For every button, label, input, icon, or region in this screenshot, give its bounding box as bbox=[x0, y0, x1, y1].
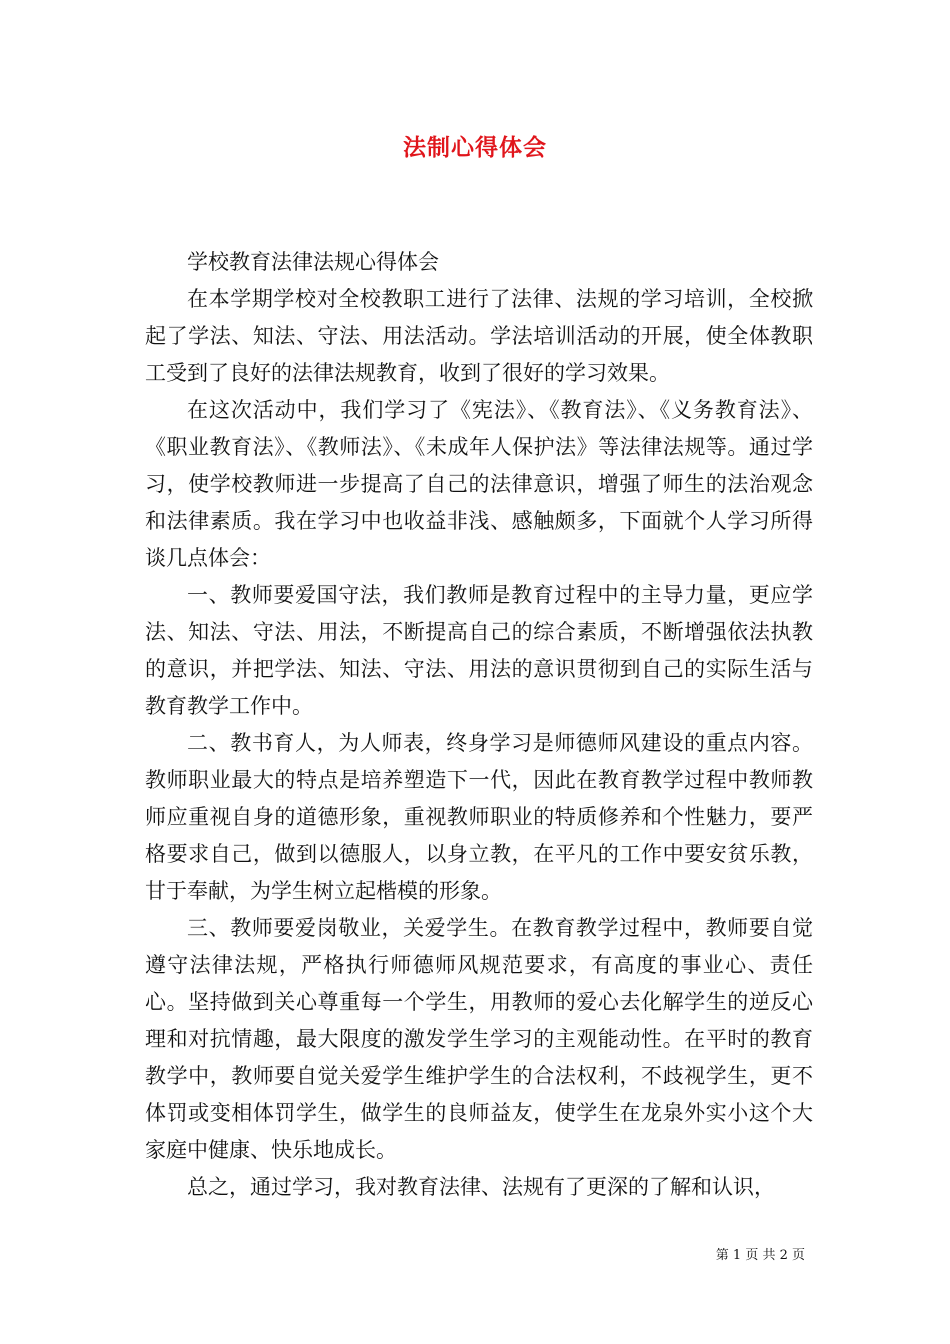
document-title: 法制心得体会 bbox=[403, 134, 547, 161]
page-number: 第 1 页 共 2 页 bbox=[715, 1248, 805, 1263]
paragraph-point-one: 一、教师要爱国守法，我们教师是教育过程中的主导力量，更应学法、知法、守法、用法，不断提高自己的综合素质，不断增强依法执教的意识，并把学法、知法、守法、用法的意识贯彻到自己的实际生活与教育教学工作中。 bbox=[145, 583, 813, 718]
paragraph-point-three: 三、教师要爱岗敬业，关爱学生。在教育教学过程中，教师要自觉遵守法律法规，严格执行师德师风规范要求，有高度的事业心、责任心。坚持做到关心尊重每一个学生，用教师的爱心去化解学生的逆反心理和对抗情趣，最大限度的激发学生学习的主观能动性。在平时的教育教学中，教师要自觉关爱学生维护学生的合法权利，不歧视学生，更不体罚或变相体罚学生，做学生的良师益友，使学生在龙泉外实小这个大家庭中健康、快乐地成长。 bbox=[145, 916, 813, 1162]
document-body bbox=[145, 244, 813, 1206]
paragraph-subtitle: 学校教育法律法规心得体会 bbox=[187, 250, 439, 274]
paragraph-intro: 在本学期学校对全校教职工进行了法律、法规的学习培训，全校掀起了学法、知法、守法、用法活动。学法培训活动的开展，使全体教职工受到了良好的法律法规教育，收到了很好的学习效果。 bbox=[145, 287, 813, 385]
paragraph-point-two: 二、教书育人，为人师表，终身学习是师德师风建设的重点内容。教师职业最大的特点是培养塑造下一代，因此在教育教学过程中教师教师应重视自身的道德形象，重视教师职业的特质修养和个性魅力，要严格要求自己，做到以德服人，以身立教，在平凡的工作中要安贫乐教，甘于奉献，为学生树立起楷模的形象。 bbox=[145, 731, 813, 903]
paragraph-activity: 在这次活动中，我们学习了《宪法》、《教育法》、《义务教育法》、《职业教育法》、《教师法》、《未成年人保护法》等法律法规等。通过学习，使学校教师进一步提高了自己的法律意识，增强了师生的法治观念和法律素质。我在学习中也收益非浅、感触颇多，下面就个人学习所得谈几点体会： bbox=[145, 398, 813, 570]
paragraph-conclusion: 总之，通过学习，我对教育法律、法规有了更深的了解和认识， bbox=[187, 1175, 775, 1199]
